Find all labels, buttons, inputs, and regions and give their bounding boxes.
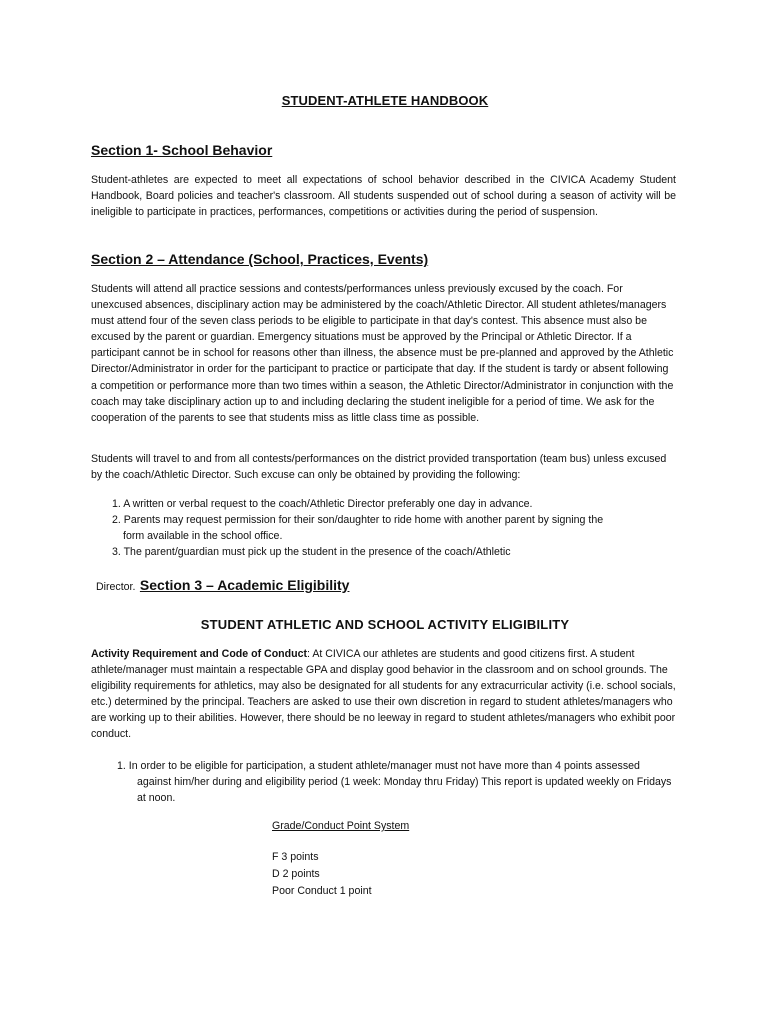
activity-body: : At CIVICA our athletes are students and good citizens first. A student athlete/manager must maintain a respectable GPA and display good behavior in the classroom and on school grounds. The eligibility requirements for athletics, may also be designated for all students for any extracurricular activity (i.e. school socials, etc.) determined by the principal. Teachers are asked to use their own discretion in regard to student athletes/managers who are working up to their abilities. However, there should be no leeway in regard to student athletes/managers who exhibit poor conduct. <box>91 648 676 741</box>
director-word: Director. <box>96 581 136 593</box>
section-3-heading: Section 3 – Academic Eligibility <box>139 577 350 593</box>
list-item-continuation: against him/her during and eligibility period (1 week: Monday thru Friday) This report is updated weekly on Fridays at noon. <box>137 776 672 805</box>
list-item-text: 1. In order to be eligible for participation, a student athlete/manager must not have more than 4 points assessed <box>117 760 640 772</box>
points-list <box>272 849 372 900</box>
activity-paragraph <box>91 646 676 743</box>
transport-list <box>112 496 672 560</box>
activity-label: Activity Requirement and Code of Conduct <box>91 648 308 660</box>
list-item <box>112 544 672 560</box>
section-2-body-1: Students will attend all practice sessions and contests/performances unless previously excused by the coach. For unexcused absences, disciplinary action may be administered by the coach/Athletic Director. All student athletes/managers must attend four of the seven class periods to be eligible to participate in that day's contest. This absence must also be excused by the parent or guardian. Emergency situations must be approved by the Principal or Athletic Director. If a participant cannot be in school for reasons other than illness, the absence must be pre-planned and approved by the Athletic Director/Administrator in order for the participant to practice or participate that day. If the student is tardy or absent following a competition or performance more than two times within a season, the Athletic Director/Administrator in conjunction with the coach may take disciplinary action up to and including declaring the student ineligible for a period of time. We ask for the cooperation of the parents to see that students miss as little class time as possible. <box>91 283 674 424</box>
points-item: Poor Conduct 1 point <box>272 885 372 897</box>
list-item-continuation: form available in the school office. <box>123 530 283 543</box>
eligibility-heading: STUDENT ATHLETIC AND SCHOOL ACTIVITY ELIGIBILITY <box>200 617 570 632</box>
list-item <box>112 496 672 512</box>
list-item <box>112 512 672 544</box>
points-item: F 3 points <box>272 851 319 863</box>
points-system-title: Grade/Conduct Point System <box>272 820 410 832</box>
section-2-body-2: Students will travel to and from all contests/performances on the district provided transportation (team bus) unless excused by the coach/Athletic Director. Such excuse can only be obtained by providing the following: <box>91 453 667 482</box>
list-item-text: 3. The parent/guardian must pick up the student in the presence of the coach/Athletic <box>112 546 511 559</box>
section-1-body: Student-athletes are expected to meet all expectations of school behavior described in the CIVICA Academy Student Handbook, Board policies and teacher's classroom. All students suspended out of school during a season of activity will be ineligible to participate in practices, performances, competitions or activities during the period of suspension. <box>91 174 676 219</box>
director-line <box>96 577 349 595</box>
eligibility-list-item <box>117 758 677 806</box>
section-1-heading: Section 1- School Behavior <box>91 142 273 158</box>
page-title: STUDENT-ATHLETE HANDBOOK <box>281 93 489 108</box>
points-item: D 2 points <box>272 868 320 880</box>
list-item-text: 1. A written or verbal request to the coach/Athletic Director preferably one day in advance. <box>112 498 533 510</box>
list-item-text: 2. Parents may request permission for their son/daughter to ride home with another parent by signing the <box>112 514 604 527</box>
section-2-heading: Section 2 – Attendance (School, Practices, Events) <box>91 251 429 267</box>
